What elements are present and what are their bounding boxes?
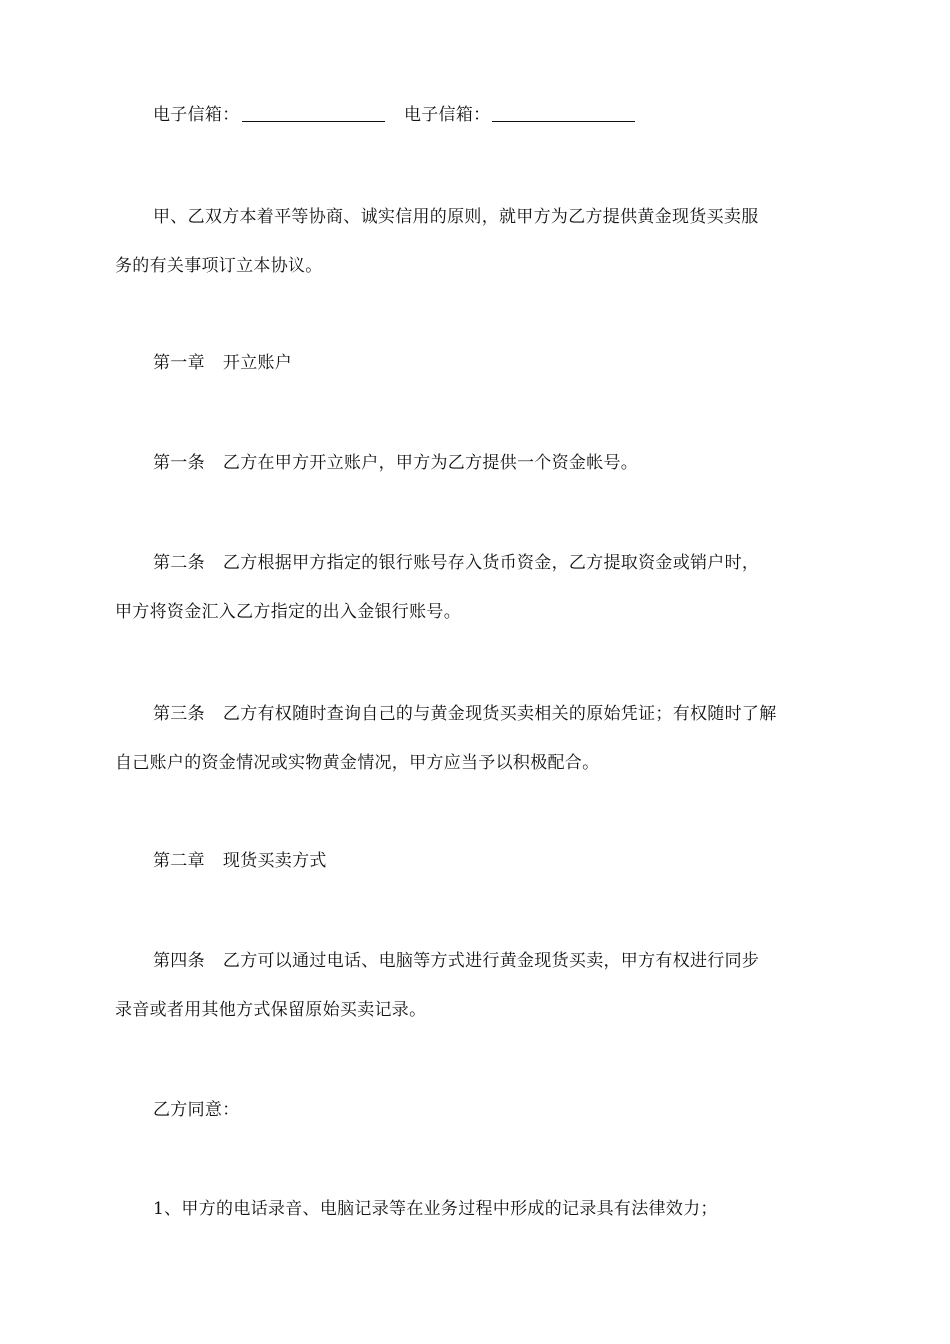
chapter-2-title: 现货买卖方式: [222, 851, 327, 871]
article-4-line-1: [153, 950, 759, 972]
article-4-number: 第四条: [153, 951, 205, 971]
article-2-line-2: 甲方将资金汇入乙方指定的出入金银行账号。: [115, 602, 461, 622]
article-1-number: 第一条: [153, 453, 205, 473]
intro-line-2: 务的有关事项订立本协议。: [115, 256, 323, 276]
article-3-line-1: [153, 703, 777, 725]
article-3-line-2: 自己账户的资金情况或实物黄金情况，甲方应当予以积极配合。: [115, 753, 600, 773]
email-blank-party-a: [242, 120, 385, 122]
article-1-text: 乙方在甲方开立账户，甲方为乙方提供一个资金帐号。: [222, 453, 639, 473]
article-4-line-2: 录音或者用其他方式保留原始买卖记录。: [115, 1000, 427, 1020]
email-blank-party-b: [492, 120, 635, 122]
article-2-text-1: 乙方根据甲方指定的银行账号存入货币资金，乙方提取资金或销户时，: [222, 553, 760, 573]
chapter-1-heading: [153, 352, 292, 374]
chapter-1-number: 第一章: [153, 353, 205, 373]
article-3-number: 第三条: [153, 704, 205, 724]
item-1-line: 1、甲方的电话录音、电脑记录等在业务过程中形成的记录具有法律效力；: [153, 1199, 718, 1219]
article-3-text-1: 乙方有权随时查询自己的与黄金现货买卖相关的原始凭证；有权随时了解: [222, 704, 777, 724]
article-2-line-1: [153, 552, 759, 574]
intro-line-1: 甲、乙双方本着平等协商、诚实信用的原则，就甲方为乙方提供黄金现货买卖服: [153, 207, 759, 227]
chapter-1-title: 开立账户: [222, 353, 293, 373]
article-4-text-1: 乙方可以通过电话、电脑等方式进行黄金现货买卖，甲方有权进行同步: [222, 951, 760, 971]
chapter-2-number: 第二章: [153, 851, 205, 871]
article-2-number: 第二条: [153, 553, 205, 573]
email-line: [153, 104, 635, 126]
email-label-party-a: 电子信箱：: [153, 105, 240, 125]
consent-line: 乙方同意：: [153, 1100, 240, 1120]
chapter-2-heading: [153, 850, 327, 872]
email-label-party-b: 电子信箱：: [403, 105, 491, 125]
article-1: [153, 452, 638, 474]
